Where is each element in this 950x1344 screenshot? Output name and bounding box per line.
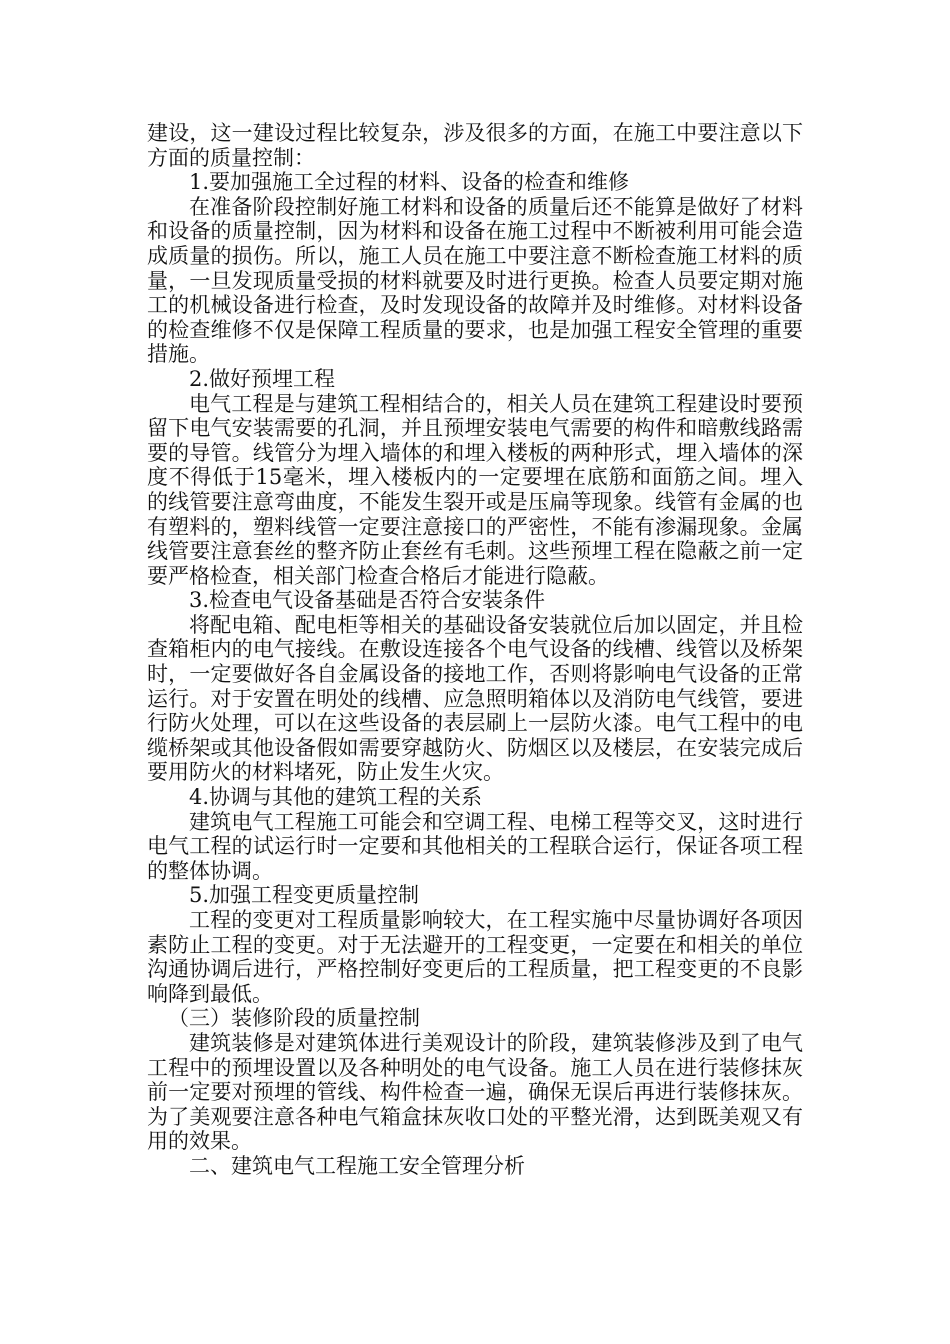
paragraph-equipment-foundation: 将配电箱、配电柜等相关的基础设备安装就位后加以固定，并且检查箱柜内的电气接线。在敷设连接各个电气设备的线槽、线管以及桥架时，一定要做好各自金属设备的接地工作，否则将影响电气设备的正常运行。对于安置在明处的线槽、应急照明箱体以及消防电气线管，要进行防火处理，可以在这些设备的表层刷上一层防火漆。电气工程中的电缆桥架或其他设备假如需要穿越防火、防烟区以及楼层，在安装完成后要用防火的材料堵死，防止发生火灾。	[147, 612, 803, 785]
paragraph-embedded-works: 电气工程是与建筑工程相结合的，相关人员在建筑工程建设时要预留下电气安装需要的孔洞，并且预埋安装电气需要的构件和暗敷线路需要的导管。线管分为埋入墙体的和埋入楼板的两种形式，埋入墙体的深度不得低于15毫米，埋入楼板内的一定要埋在底筋和面筋之间。埋入的线管要注意弯曲度，不能发生裂开或是压扁等现象。线管有金属的也有塑料的，塑料线管一定要注意接口的严密性，不能有渗漏现象。金属线管要注意套丝的整齐防止套丝有毛刺。这些预埋工程在隐蔽之前一定要严格检查，相关部门检查合格后才能进行隐蔽。	[147, 391, 803, 588]
heading-safety-management: 二、建筑电气工程施工安全管理分析	[189, 1153, 525, 1178]
heading-equipment-foundation: 3.检查电气设备基础是否符合安装条件	[189, 588, 546, 613]
paragraph-coordination: 建筑电气工程施工可能会和空调工程、电梯工程等交叉，这时进行电气工程的试运行时一定要和其他相关的工程联合运行，保证各项工程的整体协调。	[147, 809, 803, 883]
paragraph-change-control: 工程的变更对工程质量影响较大，在工程实施中尽量协调好各项因素防止工程的变更。对于无法避开的工程变更，一定要在和相关的单位沟通协调后进行，严格控制好变更后的工程质量，把工程变更的不良影响降到最低。	[147, 908, 803, 1006]
heading-coordination: 4.协调与其他的建筑工程的关系	[189, 785, 483, 810]
paragraph-intro: 建设，这一建设过程比较复杂，涉及很多的方面，在施工中要注意以下方面的质量控制：	[147, 121, 803, 170]
heading-embedded-works: 2.做好预埋工程	[189, 366, 336, 391]
paragraph-decoration-stage: 建筑装修是对建筑体进行美观设计的阶段，建筑装修涉及到了电气工程中的预埋设置以及各种明处的电气设备。施工人员在进行装修抹灰前一定要对预埋的管线、构件检查一遍，确保无误后再进行装修抹灰。为了美观要注意各种电气箱盒抹灰收口处的平整光滑，达到既美观又有用的效果。	[147, 1030, 803, 1154]
paragraph-material-inspection: 在准备阶段控制好施工材料和设备的质量后还不能算是做好了材料和设备的质量控制，因为材料和设备在施工过程中不断被利用可能会造成质量的损伤。所以，施工人员在施工中要注意不断检查施工材料的质量，一旦发现质量受损的材料就要及时进行更换。检查人员要定期对施工的机械设备进行检查，及时发现设备的故障并及时维修。对材料设备的检查维修不仅是保障工程质量的要求，也是加强工程安全管理的重要措施。	[147, 194, 803, 367]
document-body	[147, 121, 803, 1179]
heading-change-control: 5.加强工程变更质量控制	[189, 883, 420, 908]
heading-decoration-stage: （三）装修阶段的质量控制	[168, 1006, 420, 1031]
heading-material-inspection: 1.要加强施工全过程的材料、设备的检查和维修	[189, 170, 630, 195]
